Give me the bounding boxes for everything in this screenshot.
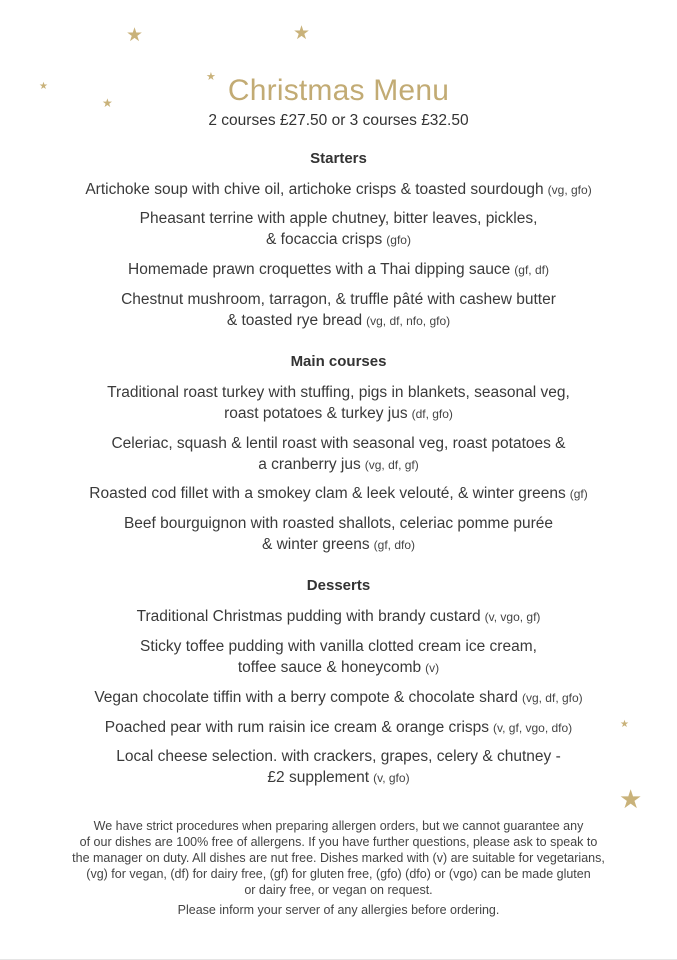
dietary-tags: (gf) xyxy=(569,487,588,501)
dish-description-cont: & toasted rye bread xyxy=(226,312,363,329)
menu-item xyxy=(0,259,677,281)
star-icon: ★ xyxy=(206,71,216,83)
allergen-line: We have strict procedures when preparing allergen orders, but we cannot guarantee any xyxy=(93,819,584,833)
desserts-heading: Desserts xyxy=(306,577,371,594)
menu-item xyxy=(0,513,677,556)
menu-item xyxy=(0,606,677,628)
menu-item xyxy=(0,717,677,739)
pricing-line: 2 courses £27.50 or 3 courses £32.50 xyxy=(208,112,469,129)
star-icon: ★ xyxy=(39,81,48,92)
menu-item xyxy=(0,289,677,332)
dietary-tags: (df, gfo) xyxy=(411,407,453,421)
menu-item xyxy=(0,636,677,679)
page-title: Christmas Menu xyxy=(227,74,450,107)
dietary-tags: (vg, df, gf) xyxy=(364,458,419,472)
dish-description: Sticky toffee pudding with vanilla clotted cream ice cream, xyxy=(140,638,537,655)
dietary-tags: (gfo) xyxy=(386,233,411,247)
allergen-line: of our dishes are 100% free of allergens. If you have further questions, please ask to speak to xyxy=(79,835,598,849)
dish-description: Local cheese selection. with crackers, grapes, celery & chutney - xyxy=(116,748,561,765)
dish-description: Celeriac, squash & lentil roast with seasonal veg, roast potatoes & xyxy=(111,435,566,452)
menu-item xyxy=(0,208,677,251)
menu-item xyxy=(0,433,677,476)
star-icon: ★ xyxy=(102,96,113,110)
allergy-reminder: Please inform your server of any allergies before ordering. xyxy=(177,903,500,917)
dish-description: Traditional roast turkey with stuffing, pigs in blankets, seasonal veg, xyxy=(107,384,570,401)
dish-description-cont: roast potatoes & turkey jus xyxy=(224,405,408,422)
dietary-tags: (vg, df, nfo, gfo) xyxy=(366,314,451,328)
dish-description: Beef bourguignon with roasted shallots, celeriac pomme purée xyxy=(123,515,554,532)
dietary-tags: (vg, gfo) xyxy=(547,183,592,197)
dietary-tags: (v) xyxy=(425,661,440,675)
star-icon: ★ xyxy=(293,23,311,44)
star-icon: ★ xyxy=(619,784,643,814)
dish-description-cont: & focaccia crisps xyxy=(266,231,383,248)
dietary-tags: (v, gfo) xyxy=(373,771,410,785)
dish-description-cont: toffee sauce & honeycomb xyxy=(237,659,422,676)
dish-description: Roasted cod fillet with a smokey clam & leek velouté, & winter greens xyxy=(89,485,566,502)
star-icon: ★ xyxy=(620,719,629,730)
dish-description-cont: a cranberry jus xyxy=(258,456,361,473)
mains-heading: Main courses xyxy=(290,353,387,370)
dietary-tags: (v, vgo, gf) xyxy=(484,610,541,624)
menu-item xyxy=(0,687,677,709)
dietary-tags: (vg, df, gfo) xyxy=(521,691,583,705)
star-icon: ★ xyxy=(126,25,144,46)
dish-description: Artichoke soup with chive oil, artichoke crisps & toasted sourdough xyxy=(85,181,544,198)
allergen-line: the manager on duty. All dishes are nut free. Dishes marked with (v) are suitable for vegetarians, xyxy=(72,851,605,865)
dish-description: Homemade prawn croquettes with a Thai dipping sauce xyxy=(128,261,511,278)
menu-item xyxy=(0,483,677,505)
dish-description-cont: £2 supplement xyxy=(267,769,370,786)
menu-item xyxy=(0,746,677,789)
dish-description: Poached pear with rum raisin ice cream & orange crisps xyxy=(104,719,490,736)
dish-description: Traditional Christmas pudding with brandy custard xyxy=(136,608,481,625)
dietary-tags: (v, gf, vgo, dfo) xyxy=(493,721,573,735)
dish-description: Pheasant terrine with apple chutney, bitter leaves, pickles, xyxy=(139,210,538,227)
dietary-tags: (gf, dfo) xyxy=(373,538,416,552)
allergen-notice xyxy=(60,818,617,898)
dish-description: Chestnut mushroom, tarragon, & truffle pâté with cashew butter xyxy=(121,291,556,308)
menu-item xyxy=(0,382,677,425)
dish-description: Vegan chocolate tiffin with a berry compote & chocolate shard xyxy=(94,689,518,706)
dietary-tags: (gf, df) xyxy=(514,263,549,277)
dish-description-cont: & winter greens xyxy=(261,536,370,553)
starters-heading: Starters xyxy=(310,150,367,167)
menu-item xyxy=(0,179,677,201)
allergen-line: or dairy free, or vegan on request. xyxy=(244,883,433,897)
allergen-line: (vg) for vegan, (df) for dairy free, (gf) for gluten free, (gfo) (dfo) or (vgo) can be made gluten xyxy=(86,867,591,881)
